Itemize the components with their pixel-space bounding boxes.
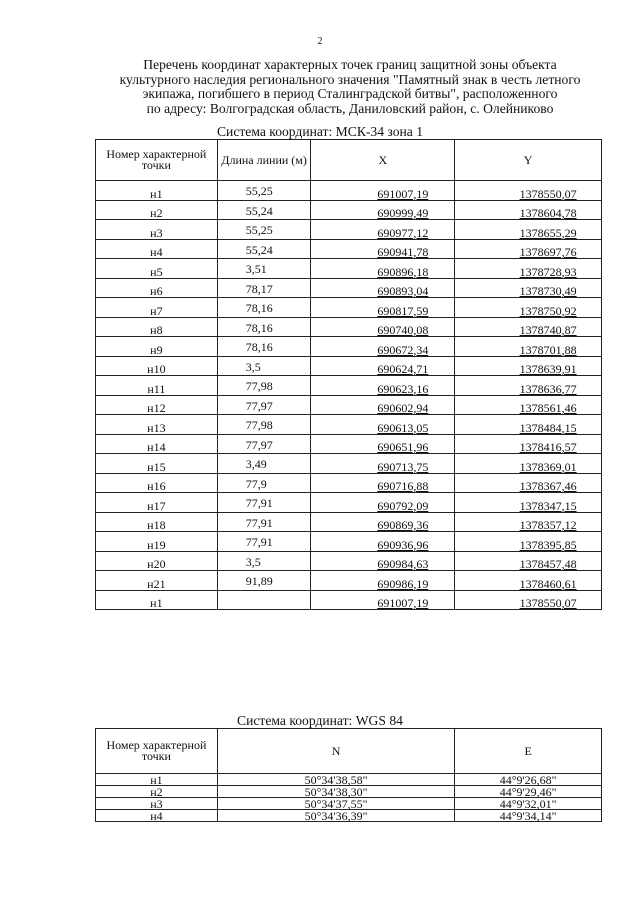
line-length: 55,24: [245, 203, 273, 218]
x-coordinate: [311, 317, 455, 337]
latitude: 50°34'38,30": [217, 786, 454, 798]
x-coordinate: [311, 454, 455, 474]
table-row: [96, 220, 602, 240]
table-row: [96, 239, 602, 259]
line-length-cell: [217, 181, 311, 201]
y-coordinate: [455, 395, 602, 415]
y-value: 1378636,77: [519, 381, 577, 396]
y-coordinate: [455, 200, 602, 220]
line-length-cell: [217, 493, 311, 513]
line-length-cell: [217, 317, 311, 337]
latitude: 50°34'38,58": [217, 774, 454, 786]
y-value: 1378655,29: [519, 225, 577, 240]
point-number: н1: [96, 590, 218, 610]
header-point-number: Номер характерной точки: [96, 729, 218, 774]
point-number: н2: [96, 786, 218, 798]
x-coordinate: [311, 278, 455, 298]
y-coordinate: [455, 259, 602, 279]
line-length-cell: [217, 298, 311, 318]
y-coordinate: [455, 590, 602, 610]
y-coordinate: [455, 337, 602, 357]
y-coordinate: [455, 239, 602, 259]
point-number: н4: [96, 239, 218, 259]
point-number: н4: [96, 810, 218, 822]
header-line-length: Длина линии (м): [217, 140, 311, 181]
x-coordinate: [311, 551, 455, 571]
line-length: 77,98: [245, 379, 273, 393]
line-length: 78,16: [245, 301, 273, 315]
line-length-cell: [217, 590, 311, 610]
y-value: 1378484,15: [519, 420, 577, 435]
point-number: н17: [96, 493, 218, 513]
x-value: 690936,96: [377, 537, 429, 552]
point-number: н1: [96, 181, 218, 201]
latitude: 50°34'36,39": [217, 810, 454, 822]
x-coordinate: [311, 473, 455, 493]
line-length: 77,97: [245, 398, 273, 413]
x-coordinate: [311, 590, 455, 610]
x-value: 690672,34: [377, 342, 429, 357]
table-row: [96, 786, 602, 798]
x-coordinate: [311, 356, 455, 376]
x-coordinate: [311, 220, 455, 240]
line-length-cell: [217, 551, 311, 571]
msk34-coordinates-table: [95, 139, 602, 610]
table-row: [96, 590, 602, 610]
point-number: н20: [96, 551, 218, 571]
x-coordinate: [311, 200, 455, 220]
x-coordinate: [311, 181, 455, 201]
longitude: 44°9'26,68": [455, 774, 602, 786]
x-value: 690792,09: [377, 498, 429, 513]
document-title: [70, 58, 630, 116]
line-length: 3,5: [245, 359, 261, 374]
y-value: 1378740,87: [519, 323, 577, 337]
line-length-cell: [217, 512, 311, 532]
point-number: н9: [96, 337, 218, 357]
x-value: 690713,75: [377, 459, 429, 474]
line-length-cell: [217, 200, 311, 220]
line-length: 77,98: [245, 418, 273, 432]
header-x: X: [311, 140, 455, 181]
y-coordinate: [455, 317, 602, 337]
x-coordinate: [311, 434, 455, 454]
x-value: 690893,04: [377, 284, 429, 298]
y-value: 1378416,57: [519, 440, 577, 454]
line-length-cell: [217, 473, 311, 493]
table-row: [96, 298, 602, 318]
line-length-cell: [217, 278, 311, 298]
x-value: 690941,78: [377, 245, 429, 259]
y-coordinate: [455, 571, 602, 591]
line-length-cell: [217, 415, 311, 435]
point-number: н11: [96, 376, 218, 396]
table-row: [96, 317, 602, 337]
point-number: н8: [96, 317, 218, 337]
x-value: 690869,36: [377, 518, 429, 532]
point-number: н6: [96, 278, 218, 298]
point-number: н1: [96, 774, 218, 786]
latitude: 50°34'37,55": [217, 798, 454, 810]
y-value: 1378604,78: [519, 206, 577, 220]
x-value: 690986,19: [377, 576, 429, 591]
title-line: Перечень координат характерных точек границ защитной зоны объекта: [143, 57, 557, 72]
table-row: [96, 454, 602, 474]
header-point-number: Номер характерной точки: [96, 140, 218, 181]
line-length: 3,49: [245, 457, 267, 471]
y-value: 1378550,07: [519, 186, 577, 201]
x-coordinate: [311, 512, 455, 532]
table-row: [96, 473, 602, 493]
y-value: 1378457,48: [519, 557, 577, 571]
y-coordinate: [455, 278, 602, 298]
line-length-cell: [217, 259, 311, 279]
y-coordinate: [455, 181, 602, 201]
y-value: 1378730,49: [519, 284, 577, 298]
y-value: 1378460,61: [519, 576, 577, 591]
x-value: 690651,96: [377, 440, 429, 454]
point-number: н16: [96, 473, 218, 493]
longitude: 44°9'34,14": [455, 810, 602, 822]
line-length: 77,97: [245, 437, 273, 452]
line-length-cell: [217, 337, 311, 357]
y-value: 1378367,46: [519, 479, 577, 493]
title-line: экипажа, погибшего в период Сталинградской битвы", расположенного: [142, 86, 558, 102]
table-row: [96, 810, 602, 822]
point-number: н7: [96, 298, 218, 318]
y-value: 1378697,76: [519, 245, 577, 259]
x-coordinate: [311, 571, 455, 591]
y-value: 1378550,07: [519, 596, 577, 610]
table-row: [96, 415, 602, 435]
table-row: [96, 571, 602, 591]
table-row: [96, 434, 602, 454]
x-coordinate: [311, 395, 455, 415]
y-coordinate: [455, 434, 602, 454]
y-coordinate: [455, 220, 602, 240]
y-coordinate: [455, 454, 602, 474]
point-number: н13: [96, 415, 218, 435]
x-value: 690602,94: [377, 401, 429, 415]
y-value: 1378395,85: [519, 537, 577, 552]
y-coordinate: [455, 512, 602, 532]
x-value: 690984,63: [377, 557, 429, 571]
x-value: 690999,49: [377, 206, 429, 220]
point-number: н10: [96, 356, 218, 376]
y-value: 1378561,46: [519, 401, 577, 415]
y-coordinate: [455, 376, 602, 396]
title-line: по адресу: Волгоградская область, Даниловский район, с. Олейниково: [146, 100, 554, 116]
x-value: 690977,12: [377, 225, 429, 240]
y-value: 1378728,93: [519, 264, 577, 279]
x-coordinate: [311, 532, 455, 552]
y-value: 1378347,15: [519, 498, 577, 513]
x-coordinate: [311, 493, 455, 513]
x-coordinate: [311, 376, 455, 396]
x-value: 690740,08: [377, 323, 429, 337]
x-value: 690896,18: [377, 264, 429, 279]
line-length: 55,25: [245, 184, 273, 198]
y-value: 1378369,01: [519, 459, 577, 474]
line-length: 78,16: [245, 320, 273, 335]
y-coordinate: [455, 551, 602, 571]
x-value: 690613,05: [377, 420, 429, 435]
x-coordinate: [311, 298, 455, 318]
table-row: [96, 376, 602, 396]
line-length-cell: [217, 434, 311, 454]
x-value: 690817,59: [377, 303, 429, 318]
point-number: н19: [96, 532, 218, 552]
line-length-cell: [217, 239, 311, 259]
line-length: 77,91: [245, 515, 273, 530]
table-row: [96, 798, 602, 810]
table-row: [96, 493, 602, 513]
wgs84-coordinates-table: [95, 728, 602, 822]
longitude: 44°9'29,46": [455, 786, 602, 798]
line-length-cell: [217, 220, 311, 240]
line-length: 77,9: [245, 476, 267, 491]
table-row: [96, 512, 602, 532]
line-length-cell: [217, 376, 311, 396]
x-value: 690716,88: [377, 479, 429, 493]
line-length-cell: [217, 532, 311, 552]
x-coordinate: [311, 239, 455, 259]
line-length: 91,89: [245, 574, 273, 588]
x-value: 690623,16: [377, 381, 429, 396]
y-coordinate: [455, 356, 602, 376]
line-length: 3,5: [245, 554, 261, 569]
table-row: [96, 774, 602, 786]
line-length: 78,16: [245, 340, 273, 354]
table-row: [96, 259, 602, 279]
y-coordinate: [455, 532, 602, 552]
line-length: 78,17: [245, 281, 273, 296]
point-number: н3: [96, 220, 218, 240]
table-row: [96, 200, 602, 220]
header-y: Y: [455, 140, 602, 181]
line-length: 77,91: [245, 535, 273, 549]
coordinate-system-heading: Система координат: МСК-34 зона 1: [216, 124, 423, 139]
table-row: [96, 278, 602, 298]
point-number: н3: [96, 798, 218, 810]
line-length: 3,51: [245, 262, 267, 276]
x-value: 691007,19: [377, 596, 429, 610]
header-n: N: [217, 729, 454, 774]
point-number: н21: [96, 571, 218, 591]
coordinate-system-heading: Система координат: WGS 84: [237, 713, 403, 728]
x-value: 690624,71: [377, 362, 429, 376]
header-e: E: [455, 729, 602, 774]
point-number: н12: [96, 395, 218, 415]
y-value: 1378639,91: [519, 362, 577, 376]
x-value: 691007,19: [377, 186, 429, 201]
table-row: [96, 551, 602, 571]
point-number: н2: [96, 200, 218, 220]
point-number: н5: [96, 259, 218, 279]
x-coordinate: [311, 415, 455, 435]
page-number: 2: [317, 36, 323, 47]
line-length: 55,24: [245, 242, 273, 257]
table-row: [96, 532, 602, 552]
line-length-cell: [217, 395, 311, 415]
table-row: [96, 337, 602, 357]
table-row: [96, 181, 602, 201]
table-row: [96, 395, 602, 415]
x-coordinate: [311, 259, 455, 279]
line-length: 77,91: [245, 496, 273, 510]
y-value: 1378357,12: [519, 518, 577, 532]
line-length: 55,25: [245, 223, 273, 237]
y-coordinate: [455, 415, 602, 435]
y-value: 1378701,88: [519, 342, 577, 357]
y-coordinate: [455, 298, 602, 318]
line-length-cell: [217, 356, 311, 376]
longitude: 44°9'32,01": [455, 798, 602, 810]
line-length-cell: [217, 454, 311, 474]
point-number: н18: [96, 512, 218, 532]
table-row: [96, 356, 602, 376]
y-coordinate: [455, 473, 602, 493]
x-coordinate: [311, 337, 455, 357]
y-value: 1378750,92: [519, 303, 577, 318]
line-length-cell: [217, 571, 311, 591]
point-number: н15: [96, 454, 218, 474]
y-coordinate: [455, 493, 602, 513]
title-line: культурного наследия регионального значения "Памятный знак в честь летного: [119, 71, 581, 87]
point-number: н14: [96, 434, 218, 454]
